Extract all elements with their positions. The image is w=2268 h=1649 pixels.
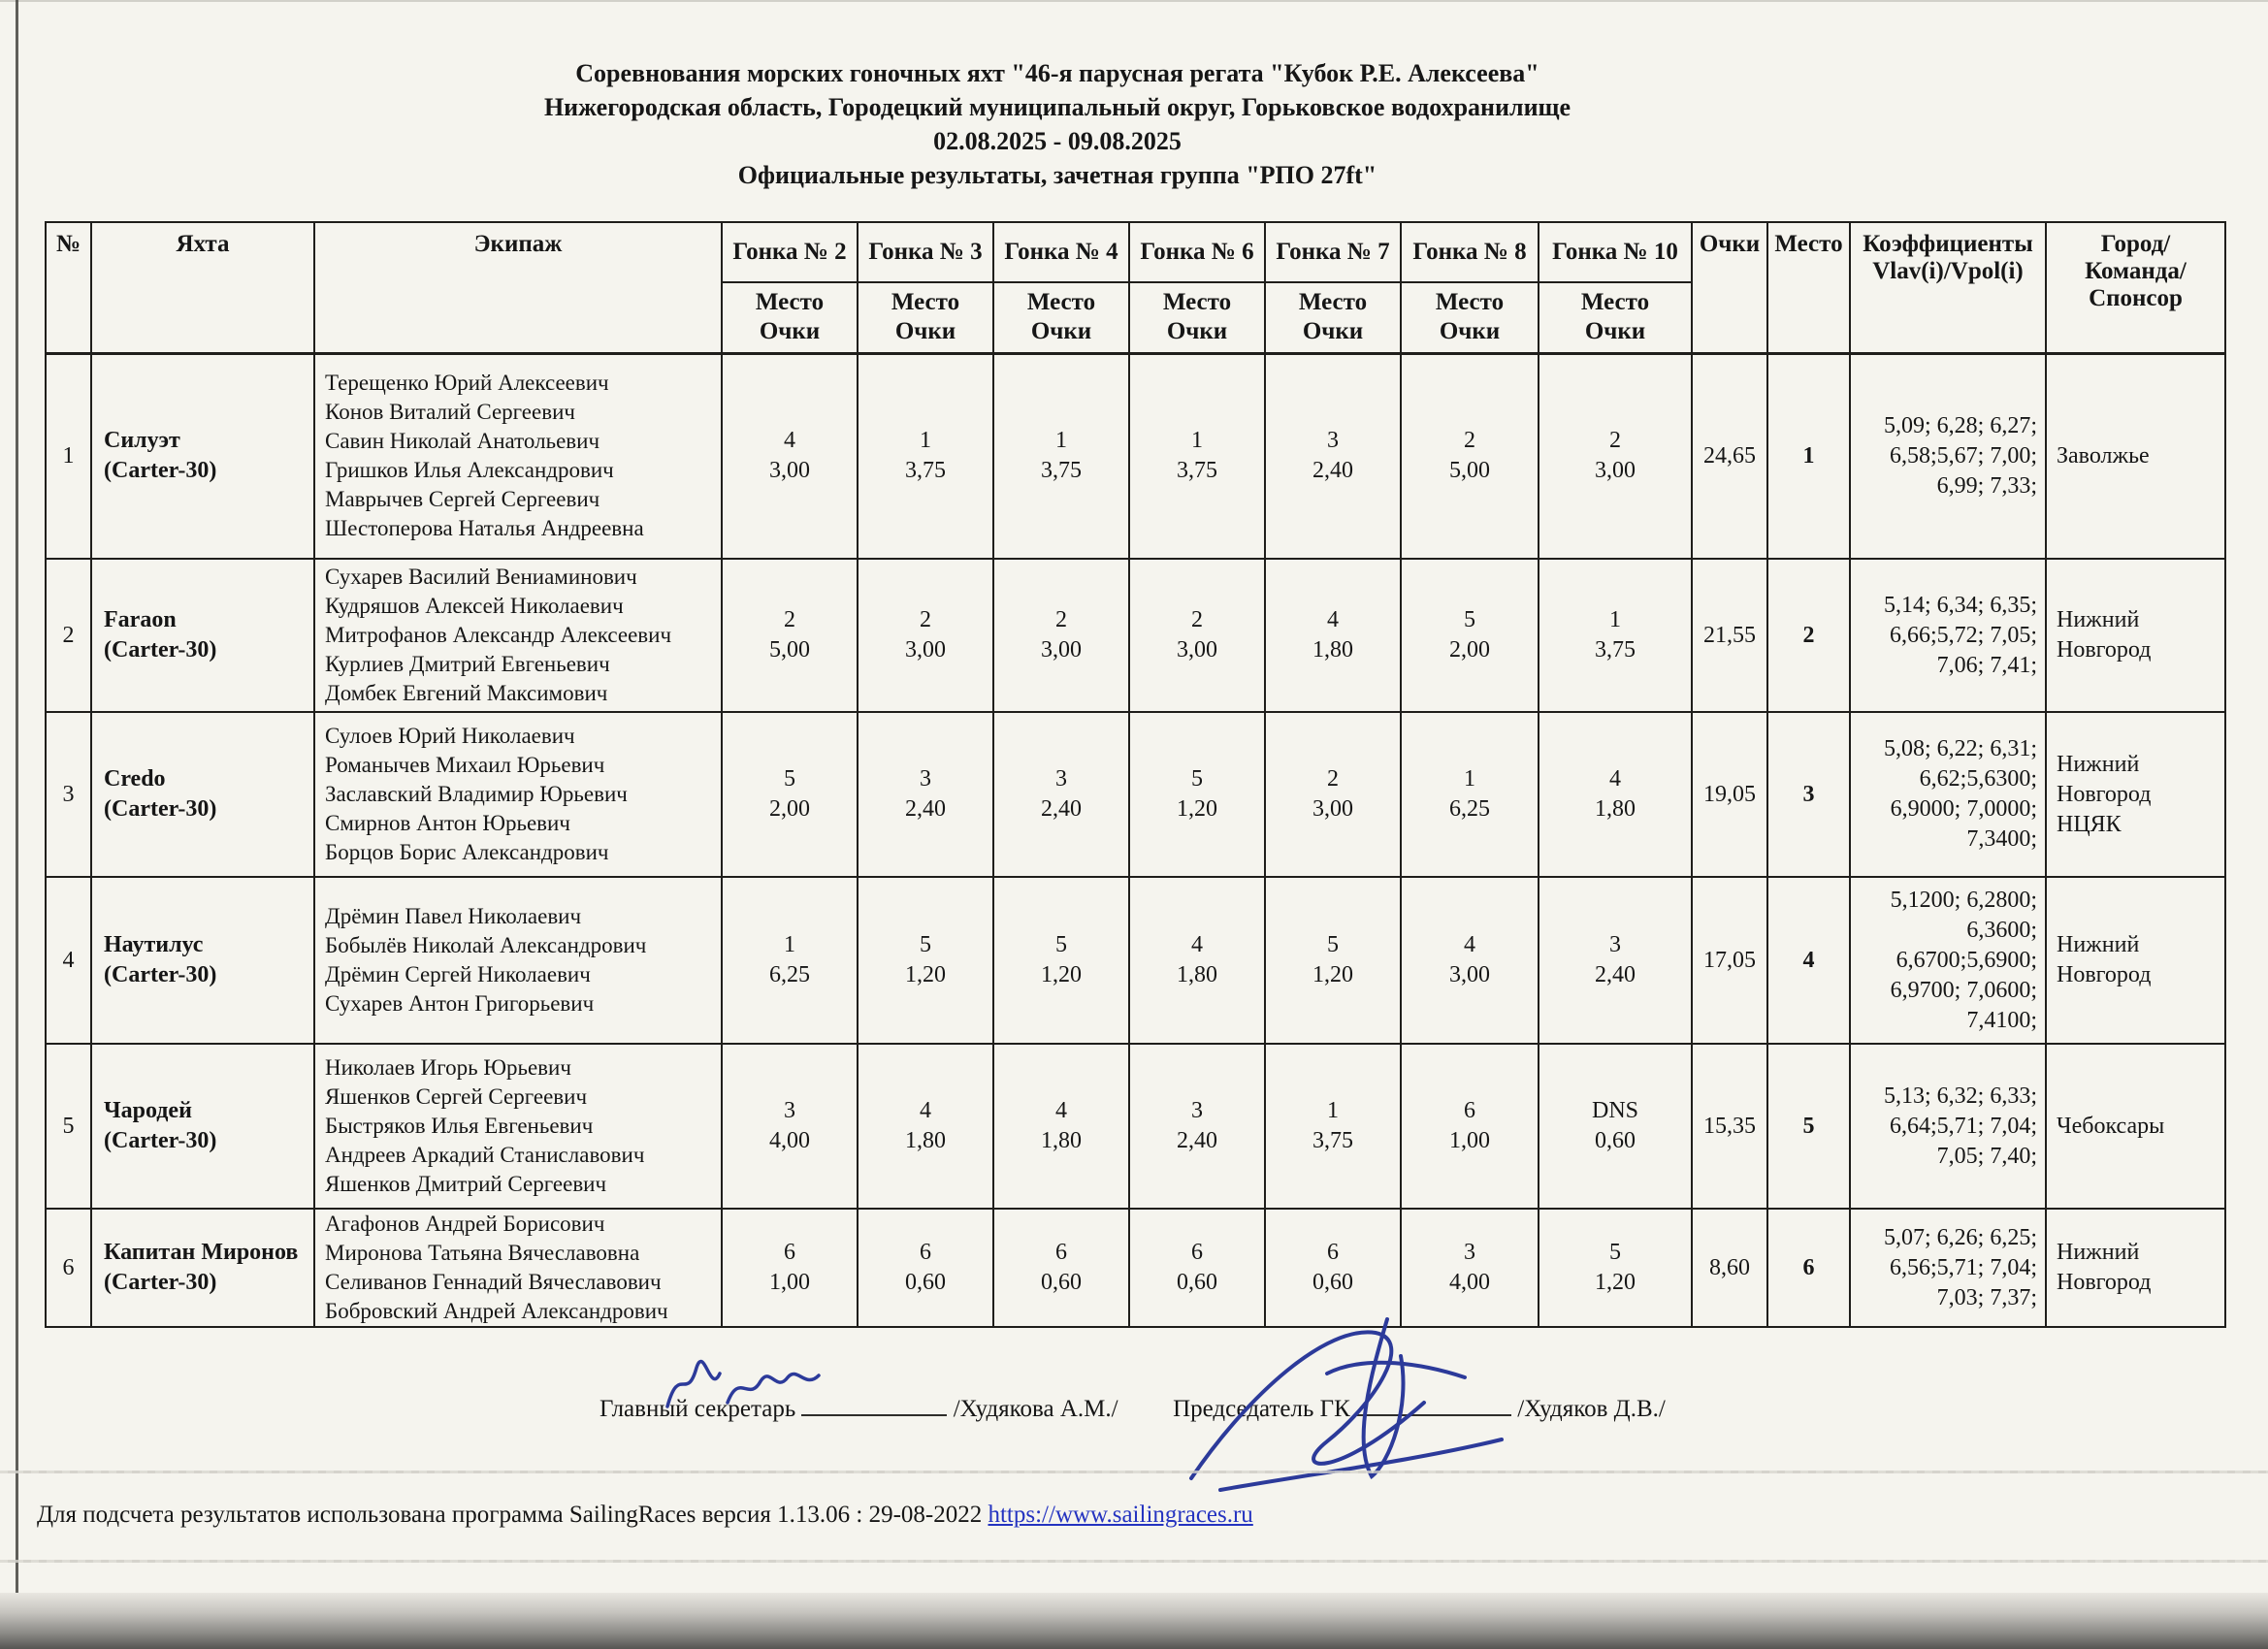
race-points: 1,20 — [1312, 962, 1353, 987]
race-points: 1,20 — [905, 962, 946, 987]
scan-edge-top — [0, 0, 2268, 2]
race-points: 6,25 — [769, 962, 810, 987]
race-place: 4 — [784, 428, 795, 454]
race-points: 1,80 — [905, 1128, 946, 1153]
race-points: 3,00 — [1312, 796, 1353, 822]
race-result-cell — [1539, 1209, 1692, 1327]
coefficients-cell: 5,14; 6,34; 6,35; 6,66;5,72; 7,05; 7,06; 7,41; — [1850, 559, 2046, 712]
race-points: 2,40 — [1312, 458, 1353, 484]
city-cell: Нижний Новгород НЦЯК — [2046, 712, 2225, 877]
header-race-7: Гонка № 7 — [1265, 222, 1401, 282]
total-points-cell: 17,05 — [1692, 877, 1767, 1044]
subheader-place: Место — [1026, 289, 1096, 316]
race-place: 6 — [920, 1240, 931, 1265]
race-points: 4,00 — [769, 1128, 810, 1153]
race-place: 5 — [1191, 766, 1203, 792]
race-place: 1 — [1191, 428, 1203, 454]
race-result-cell — [722, 712, 858, 877]
coefficients-cell: 5,1200; 6,2800; 6,3600; 6,6700;5,6900; 6,9700; 7,0600; 7,4100; — [1850, 877, 2046, 1044]
race-points: 3,00 — [1595, 458, 1636, 484]
header-race-8: Гонка № 8 — [1401, 222, 1539, 282]
results-tbody — [46, 353, 2225, 1327]
coefficients-cell: 5,09; 6,28; 6,27; 6,58;5,67; 7,00; 6,99; 7,33; — [1850, 353, 2046, 559]
subheader-points: Очки — [1302, 318, 1364, 345]
yacht-type: (Carter-30) — [104, 962, 217, 987]
subheader-race-2 — [722, 282, 858, 353]
race-points: 3,00 — [1041, 637, 1082, 663]
row-number: 5 — [46, 1044, 91, 1209]
race-result-cell — [858, 559, 993, 712]
total-points-cell: 15,35 — [1692, 1044, 1767, 1209]
subheader-points: Очки — [1166, 318, 1228, 345]
race-place: 5 — [784, 766, 795, 792]
crew-member-name: Дрёмин Павел Николаевич — [325, 904, 582, 928]
footer-link[interactable]: https://www.sailingraces.ru — [988, 1502, 1253, 1528]
race-place: 3 — [1055, 766, 1067, 792]
title-line-group: Официальные результаты, зачетная группа "РПО 27ft" — [737, 161, 1377, 189]
race-place: 4 — [1055, 1098, 1067, 1123]
secretary-signature-line — [801, 1391, 947, 1416]
race-result-cell — [722, 559, 858, 712]
title-line-competition: Соревнования морских гоночных яхт "46-я парусная регата "Кубок Р.Е. Алексеева" — [575, 59, 1539, 87]
race-result-cell — [858, 877, 993, 1044]
race-place: 4 — [1464, 932, 1475, 957]
race-place: 2 — [1464, 428, 1475, 454]
race-result-cell — [993, 877, 1129, 1044]
race-place: 5 — [1327, 932, 1339, 957]
table-row — [46, 353, 2225, 559]
race-result-cell — [1401, 712, 1539, 877]
header-city — [2046, 222, 2225, 353]
subheader-place: Место — [1162, 289, 1232, 316]
subheader-race-6 — [1129, 282, 1265, 353]
race-result-cell — [1129, 559, 1265, 712]
crew-member-name: Конов Виталий Сергеевич — [325, 400, 575, 425]
scan-bottom-edge — [0, 1593, 2268, 1649]
race-points: 2,40 — [905, 796, 946, 822]
race-points: 5,00 — [1449, 458, 1490, 484]
results-table — [45, 221, 2226, 1328]
row-number: 3 — [46, 712, 91, 877]
row-number: 2 — [46, 559, 91, 712]
race-result-cell — [993, 353, 1129, 559]
yacht-cell — [91, 559, 314, 712]
final-place-cell: 3 — [1767, 712, 1850, 877]
final-place-cell: 5 — [1767, 1044, 1850, 1209]
race-points: 3,00 — [769, 458, 810, 484]
race-points: 1,20 — [1041, 962, 1082, 987]
crew-list — [325, 563, 717, 708]
crew-member-name: Дрёмин Сергей Николаевич — [325, 962, 591, 986]
race-points: 0,60 — [1041, 1270, 1082, 1295]
yacht-cell — [91, 353, 314, 559]
header-race-3: Гонка № 3 — [858, 222, 993, 282]
race-place: 1 — [920, 428, 931, 454]
header-crew: Экипаж — [314, 222, 722, 353]
signatures-row — [599, 1391, 1666, 1423]
crew-member-name: Сухарев Василий Вениаминович — [325, 565, 637, 589]
header-coefficients-line2: Vlav(i)/Vpol(i) — [1872, 258, 2024, 284]
race-result-cell — [1401, 877, 1539, 1044]
coefficients-cell: 5,13; 6,32; 6,33; 6,64;5,71; 7,04; 7,05; 7,40; — [1850, 1044, 2046, 1209]
crew-member-name: Домбек Евгений Максимович — [325, 681, 608, 705]
yacht-name: Капитан Миронов — [104, 1240, 299, 1265]
race-result-cell — [1129, 877, 1265, 1044]
subheader-points: Очки — [759, 318, 821, 345]
race-place: 2 — [920, 607, 931, 632]
crew-cell — [314, 353, 722, 559]
header-race-2: Гонка № 2 — [722, 222, 858, 282]
race-result-cell — [1539, 877, 1692, 1044]
total-points-cell: 8,60 — [1692, 1209, 1767, 1327]
crew-list — [325, 722, 717, 867]
scan-streak-line — [0, 1471, 2268, 1473]
table-row — [46, 559, 2225, 712]
crew-member-name: Сулоев Юрий Николаевич — [325, 724, 575, 748]
scan-edge-left — [16, 0, 18, 1649]
header-city-line1: Город/ — [2100, 231, 2171, 257]
document-title — [58, 56, 2057, 192]
race-result-cell — [722, 1209, 858, 1327]
race-place: 3 — [1191, 1098, 1203, 1123]
crew-member-name: Романычев Михаил Юрьевич — [325, 753, 605, 777]
crew-member-name: Сухарев Антон Григорьевич — [325, 991, 595, 1016]
race-result-cell — [1401, 559, 1539, 712]
city-cell: Заволжье — [2046, 353, 2225, 559]
race-place: 4 — [1327, 607, 1339, 632]
header-final-place: Место — [1767, 222, 1850, 353]
yacht-type: (Carter-30) — [104, 458, 217, 484]
race-result-cell — [1265, 1209, 1401, 1327]
header-race-10: Гонка № 10 — [1539, 222, 1692, 282]
race-result-cell — [1401, 1044, 1539, 1209]
race-result-cell — [1265, 559, 1401, 712]
race-place: 1 — [1609, 607, 1621, 632]
race-result-cell — [993, 1209, 1129, 1327]
crew-cell — [314, 1209, 722, 1327]
race-place: 2 — [1191, 607, 1203, 632]
crew-member-name: Яшенков Сергей Сергеевич — [325, 1084, 588, 1109]
total-points-cell: 21,55 — [1692, 559, 1767, 712]
city-cell: Нижний Новгород — [2046, 877, 2225, 1044]
race-points: 0,60 — [1312, 1270, 1353, 1295]
race-result-cell — [1129, 353, 1265, 559]
header-number: № — [46, 222, 91, 353]
footer-text: Для подсчета результатов использована программа SailingRaces версия 1.13.06 : 29-08-2022 — [37, 1502, 983, 1528]
race-result-cell — [1539, 353, 1692, 559]
race-points: 4,00 — [1449, 1270, 1490, 1295]
yacht-type: (Carter-30) — [104, 796, 217, 822]
race-result-cell — [858, 353, 993, 559]
race-points: 3,75 — [1177, 458, 1217, 484]
race-result-cell — [722, 353, 858, 559]
final-place-cell: 4 — [1767, 877, 1850, 1044]
crew-member-name: Савин Николай Анатольевич — [325, 429, 600, 454]
race-place: 2 — [1055, 607, 1067, 632]
race-points: 1,20 — [1595, 1270, 1636, 1295]
race-points: 3,75 — [905, 458, 946, 484]
race-result-cell — [993, 712, 1129, 877]
race-result-cell — [722, 877, 858, 1044]
race-place: 2 — [1609, 428, 1621, 454]
race-points: 3,00 — [1177, 637, 1217, 663]
race-points: 6,25 — [1449, 796, 1490, 822]
table-row — [46, 712, 2225, 877]
race-place: 5 — [1609, 1240, 1621, 1265]
row-number: 4 — [46, 877, 91, 1044]
race-place: 6 — [784, 1240, 795, 1265]
total-points-cell: 24,65 — [1692, 353, 1767, 559]
race-points: 3,75 — [1041, 458, 1082, 484]
subheader-place: Место — [891, 289, 960, 316]
yacht-name: Чародей — [104, 1098, 192, 1123]
header-total-points: Очки — [1692, 222, 1767, 353]
race-place: 1 — [1327, 1098, 1339, 1123]
race-result-cell — [1129, 1044, 1265, 1209]
race-result-cell — [722, 1044, 858, 1209]
row-number: 6 — [46, 1209, 91, 1327]
coefficients-cell: 5,08; 6,22; 6,31; 6,62;5,6300; 6,9000; 7,0000; 7,3400; — [1850, 712, 2046, 877]
race-result-cell — [993, 559, 1129, 712]
crew-member-name: Миронова Татьяна Вячеславовна — [325, 1241, 640, 1265]
yacht-type: (Carter-30) — [104, 1128, 217, 1153]
subheader-place: Место — [755, 289, 825, 316]
subheader-points: Очки — [894, 318, 956, 345]
race-points: 3,75 — [1595, 637, 1636, 663]
race-place: 2 — [1327, 766, 1339, 792]
race-result-cell — [1265, 877, 1401, 1044]
race-points: 1,00 — [1449, 1128, 1490, 1153]
crew-member-name: Митрофанов Александр Алексеевич — [325, 623, 672, 647]
race-place: 4 — [1191, 932, 1203, 957]
yacht-cell — [91, 712, 314, 877]
race-result-cell — [1401, 1209, 1539, 1327]
race-result-cell — [1539, 559, 1692, 712]
subheader-points: Очки — [1030, 318, 1092, 345]
crew-list — [325, 369, 717, 543]
race-place: 6 — [1464, 1098, 1475, 1123]
city-cell: Нижний Новгород — [2046, 1209, 2225, 1327]
race-place: 2 — [784, 607, 795, 632]
final-place-cell: 6 — [1767, 1209, 1850, 1327]
crew-list — [325, 902, 717, 1018]
crew-member-name: Агафонов Андрей Борисович — [325, 1212, 605, 1236]
race-result-cell — [858, 1044, 993, 1209]
subheader-place: Место — [1580, 289, 1650, 316]
race-points: 2,40 — [1041, 796, 1082, 822]
race-place: 5 — [920, 932, 931, 957]
final-place-cell: 1 — [1767, 353, 1850, 559]
title-line-dates: 02.08.2025 - 09.08.2025 — [933, 127, 1182, 155]
race-result-cell — [993, 1044, 1129, 1209]
crew-member-name: Быстряков Илья Евгеньевич — [325, 1114, 594, 1138]
crew-member-name: Яшенков Дмитрий Сергеевич — [325, 1172, 607, 1196]
subheader-race-10 — [1539, 282, 1692, 353]
header-city-line2: Команда/ — [2085, 258, 2187, 284]
row-number: 1 — [46, 353, 91, 559]
race-result-cell — [1265, 712, 1401, 877]
crew-member-name: Терещенко Юрий Алексеевич — [325, 371, 609, 396]
race-points: 2,00 — [1449, 637, 1490, 663]
table-row — [46, 1044, 2225, 1209]
subheader-race-3 — [858, 282, 993, 353]
race-points: 1,80 — [1312, 637, 1353, 663]
race-place: DNS — [1591, 1098, 1638, 1123]
crew-member-name: Селиванов Геннадий Вячеславович — [325, 1270, 662, 1294]
race-points: 2,00 — [769, 796, 810, 822]
crew-list — [325, 1210, 717, 1326]
race-points: 5,00 — [769, 637, 810, 663]
race-points: 2,40 — [1177, 1128, 1217, 1153]
table-row — [46, 1209, 2225, 1327]
coefficients-cell: 5,07; 6,26; 6,25; 6,56;5,71; 7,04; 7,03; 7,37; — [1850, 1209, 2046, 1327]
race-place: 6 — [1055, 1240, 1067, 1265]
chairman-name: /Худяков Д.В./ — [1517, 1396, 1666, 1422]
race-place: 3 — [920, 766, 931, 792]
header-race-4: Гонка № 4 — [993, 222, 1129, 282]
crew-member-name: Борцов Борис Александрович — [325, 840, 609, 864]
race-result-cell — [1539, 712, 1692, 877]
yacht-name: Credo — [104, 766, 166, 792]
table-row — [46, 877, 2225, 1044]
secretary-name: /Худякова А.М./ — [953, 1396, 1118, 1422]
subheader-race-7 — [1265, 282, 1401, 353]
race-place: 3 — [1464, 1240, 1475, 1265]
city-cell: Нижний Новгород — [2046, 559, 2225, 712]
crew-member-name: Заславский Владимир Юрьевич — [325, 782, 628, 806]
race-result-cell — [1265, 1044, 1401, 1209]
chairman-signature-line — [1356, 1391, 1511, 1416]
race-result-cell — [858, 712, 993, 877]
crew-member-name: Шестоперова Наталья Андреевна — [325, 516, 644, 541]
race-result-cell — [1401, 353, 1539, 559]
crew-member-name: Андреев Аркадий Станиславович — [325, 1143, 645, 1167]
race-points: 2,40 — [1595, 962, 1636, 987]
scan-streak-line — [0, 1560, 2268, 1563]
race-place: 1 — [1464, 766, 1475, 792]
city-cell: Чебоксары — [2046, 1044, 2225, 1209]
race-result-cell — [1539, 1044, 1692, 1209]
race-result-cell — [1265, 353, 1401, 559]
header-row-races — [46, 222, 2225, 282]
subheader-points: Очки — [1439, 318, 1501, 345]
header-coefficients-line1: Коэффициенты — [1863, 231, 2033, 257]
race-points: 3,00 — [905, 637, 946, 663]
race-place: 3 — [784, 1098, 795, 1123]
race-points: 1,20 — [1177, 796, 1217, 822]
race-result-cell — [1129, 1209, 1265, 1327]
race-points: 0,60 — [905, 1270, 946, 1295]
header-coefficients — [1850, 222, 2046, 353]
race-points: 1,00 — [769, 1270, 810, 1295]
crew-member-name: Курлиев Дмитрий Евгеньевич — [325, 652, 610, 676]
crew-list — [325, 1053, 717, 1199]
header-city-line3: Спонсор — [2089, 285, 2183, 311]
final-place-cell: 2 — [1767, 559, 1850, 712]
race-place: 1 — [784, 932, 795, 957]
crew-cell — [314, 1044, 722, 1209]
header-yacht: Яхта — [91, 222, 314, 353]
crew-cell — [314, 559, 722, 712]
race-points: 1,80 — [1595, 796, 1636, 822]
subheader-race-8 — [1401, 282, 1539, 353]
race-points: 1,80 — [1177, 962, 1217, 987]
yacht-name: Faraon — [104, 607, 177, 632]
crew-cell — [314, 877, 722, 1044]
subheader-race-4 — [993, 282, 1129, 353]
title-line-location: Нижегородская область, Городецкий муниципальный округ, Горьковское водохранилище — [543, 93, 1571, 121]
header-race-6: Гонка № 6 — [1129, 222, 1265, 282]
race-place: 3 — [1327, 428, 1339, 454]
race-place: 4 — [920, 1098, 931, 1123]
crew-member-name: Гришков Илья Александрович — [325, 458, 614, 483]
yacht-cell — [91, 1044, 314, 1209]
crew-member-name: Смирнов Антон Юрьевич — [325, 811, 570, 835]
race-place: 3 — [1609, 932, 1621, 957]
secretary-label: Главный секретарь — [599, 1396, 796, 1422]
race-place: 5 — [1464, 607, 1475, 632]
race-points: 1,80 — [1041, 1128, 1082, 1153]
race-result-cell — [858, 1209, 993, 1327]
crew-member-name: Николаев Игорь Юрьевич — [325, 1055, 571, 1080]
crew-member-name: Бобровский Андрей Александрович — [325, 1299, 668, 1323]
yacht-cell — [91, 877, 314, 1044]
race-place: 6 — [1327, 1240, 1339, 1265]
total-points-cell: 19,05 — [1692, 712, 1767, 877]
yacht-type: (Carter-30) — [104, 637, 217, 663]
race-points: 3,00 — [1449, 962, 1490, 987]
crew-member-name: Кудряшов Алексей Николаевич — [325, 594, 624, 618]
yacht-type: (Carter-30) — [104, 1270, 217, 1295]
race-points: 0,60 — [1177, 1270, 1217, 1295]
crew-member-name: Маврычев Сергей Сергеевич — [325, 487, 600, 512]
subheader-place: Место — [1298, 289, 1368, 316]
crew-member-name: Бобылёв Николай Александрович — [325, 933, 647, 957]
race-points: 3,75 — [1312, 1128, 1353, 1153]
subheader-points: Очки — [1584, 318, 1646, 345]
race-points: 0,60 — [1595, 1128, 1636, 1153]
footer-note — [37, 1502, 1253, 1529]
subheader-place: Место — [1435, 289, 1505, 316]
yacht-name: Наутилус — [104, 932, 204, 957]
crew-cell — [314, 712, 722, 877]
race-result-cell — [1129, 712, 1265, 877]
race-place: 1 — [1055, 428, 1067, 454]
yacht-name: Силуэт — [104, 428, 180, 454]
race-place: 4 — [1609, 766, 1621, 792]
race-place: 5 — [1055, 932, 1067, 957]
race-place: 6 — [1191, 1240, 1203, 1265]
chairman-label: Председатель ГК — [1173, 1396, 1350, 1422]
yacht-cell — [91, 1209, 314, 1327]
